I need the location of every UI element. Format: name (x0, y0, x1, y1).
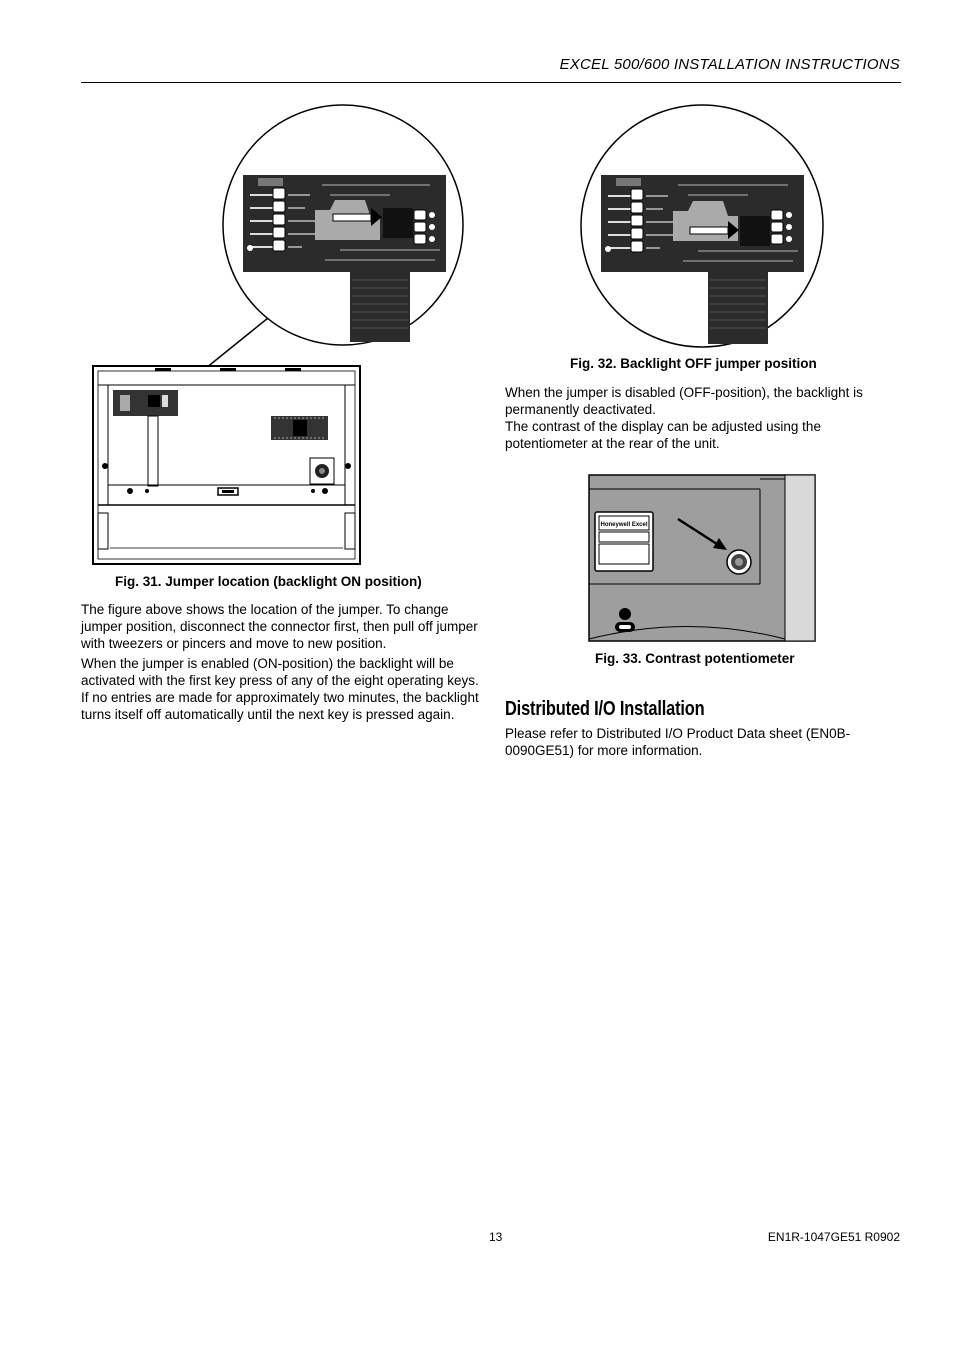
fig31-illustration (90, 100, 480, 570)
right-intro-text (505, 384, 905, 452)
running-header: EXCEL 500/600 INSTALLATION INSTRUCTIONS (559, 56, 900, 73)
fig33-illustration (588, 474, 817, 643)
fig32-illustration (578, 103, 828, 351)
fig33-label-text: Honeywell Excel (600, 522, 648, 528)
fig33-caption: Fig. 33. Contrast potentiometer (595, 651, 795, 666)
paragraph: The figure above shows the location of the jumper. To change jumper position, disconnect the connector first, then pull off jumper with tweezers or pincers and move to new position. (81, 602, 478, 651)
fig31-device-housing (93, 366, 360, 564)
paragraph: Please refer to Distributed I/O Product Data sheet (EN0B-0090GE51) for more information. (505, 726, 851, 758)
fig31-caption: Fig. 31. Jumper location (backlight ON position) (115, 574, 422, 589)
document-code: EN1R-1047GE51 R0902 (767, 1230, 900, 1244)
paragraph: When the jumper is enabled (ON-position) the backlight will be activated with the first key press of any of the eight operating keys. If no entries are made for approximately two minutes, the backlight turns itself off automatically until the next key is pressed again. (81, 656, 479, 722)
page-number: 13 (489, 1230, 503, 1244)
section-heading: Distributed I/O Installation (505, 698, 705, 720)
header-rule (81, 82, 901, 83)
paragraph: The contrast of the display can be adjusted using the potentiometer at the rear of the unit. (505, 419, 821, 451)
section-body (505, 725, 890, 759)
left-body-text (81, 601, 486, 723)
fig32-caption: Fig. 32. Backlight OFF jumper position (570, 356, 817, 371)
paragraph: When the jumper is disabled (OFF-position), the backlight is permanently deactivated. (505, 385, 863, 417)
